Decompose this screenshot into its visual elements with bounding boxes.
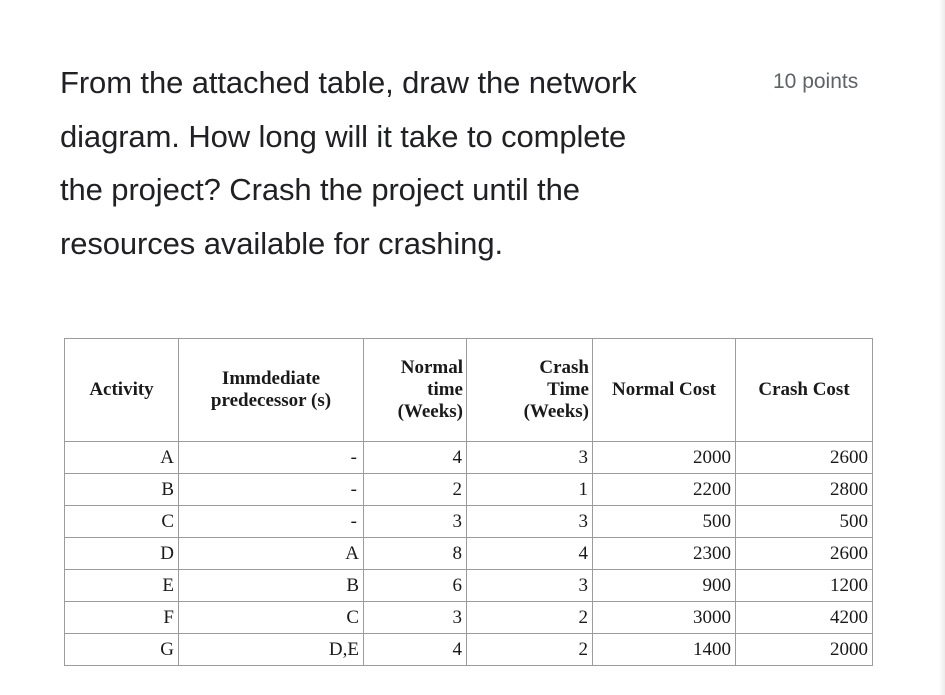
question-line: the project? Crash the project until the	[60, 172, 580, 207]
table-row	[65, 570, 873, 602]
table-header-row	[65, 339, 873, 442]
cell-predecessor: -	[179, 474, 364, 506]
question-line: From the attached table, draw the network	[60, 65, 637, 100]
table-row	[65, 538, 873, 570]
points-label: 10 points	[773, 70, 859, 93]
question-line: resources available for crashing.	[60, 225, 503, 261]
cell-normal-time: 4	[364, 634, 467, 666]
header-predecessor-line: predecessor (s)	[210, 390, 332, 411]
cell-predecessor: -	[179, 442, 364, 474]
cell-activity: G	[65, 634, 179, 666]
table-row	[65, 634, 873, 666]
cell-normal-cost: 900	[593, 570, 736, 602]
cell-crash-cost: 2600	[736, 442, 873, 474]
header-normal-time-line: Normal	[400, 357, 463, 378]
cell-normal-time: 2	[364, 474, 467, 506]
project-table	[64, 338, 873, 666]
cell-crash-cost: 2000	[736, 634, 873, 666]
cell-predecessor: B	[179, 570, 364, 602]
header-normal-time	[364, 339, 467, 442]
header-normal-time-line: time	[427, 379, 463, 400]
cell-crash-cost: 2800	[736, 474, 873, 506]
cell-crash-time: 3	[467, 442, 593, 474]
cell-activity: C	[65, 506, 179, 538]
table-row	[65, 506, 873, 538]
cell-activity: A	[65, 442, 179, 474]
cell-crash-cost: 1200	[736, 570, 873, 602]
cell-predecessor: D,E	[179, 634, 364, 666]
header-crash-time-line: (Weeks)	[523, 401, 589, 422]
card-edge	[939, 0, 945, 695]
header-activity: Activity	[65, 339, 179, 442]
cell-crash-time: 3	[467, 570, 593, 602]
cell-normal-time: 3	[364, 602, 467, 634]
cell-crash-time: 2	[467, 634, 593, 666]
cell-predecessor: C	[179, 602, 364, 634]
cell-crash-cost: 2600	[736, 538, 873, 570]
cell-normal-time: 3	[364, 506, 467, 538]
header-normal-cost: Normal Cost	[593, 339, 736, 442]
cell-normal-cost: 2000	[593, 442, 736, 474]
header-crash-time-line: Time	[547, 379, 589, 400]
cell-predecessor: A	[179, 538, 364, 570]
header-crash-time	[467, 339, 593, 442]
header-predecessor-line: Immdediate	[221, 368, 321, 389]
table-row	[65, 474, 873, 506]
cell-normal-cost: 1400	[593, 634, 736, 666]
header-crash-time-line: Crash	[539, 357, 589, 378]
cell-normal-cost: 3000	[593, 602, 736, 634]
cell-predecessor: -	[179, 506, 364, 538]
cell-normal-time: 4	[364, 442, 467, 474]
table-row	[65, 442, 873, 474]
cell-activity: E	[65, 570, 179, 602]
cell-normal-cost: 2200	[593, 474, 736, 506]
header-predecessor	[179, 339, 364, 442]
cell-normal-time: 8	[364, 538, 467, 570]
question-line: diagram. How long will it take to complete	[60, 118, 627, 154]
cell-activity: F	[65, 602, 179, 634]
cell-crash-time: 1	[467, 474, 593, 506]
cell-crash-time: 2	[467, 602, 593, 634]
header-normal-time-line: (Weeks)	[397, 401, 463, 422]
table-row	[65, 602, 873, 634]
cell-activity: B	[65, 474, 179, 506]
cell-normal-cost: 2300	[593, 538, 736, 570]
cell-activity: D	[65, 538, 179, 570]
cell-crash-cost: 4200	[736, 602, 873, 634]
cell-normal-cost: 500	[593, 506, 736, 538]
cell-normal-time: 6	[364, 570, 467, 602]
question-text	[60, 56, 750, 270]
header-crash-cost: Crash Cost	[736, 339, 873, 442]
cell-crash-time: 3	[467, 506, 593, 538]
cell-crash-time: 4	[467, 538, 593, 570]
cell-crash-cost: 500	[736, 506, 873, 538]
